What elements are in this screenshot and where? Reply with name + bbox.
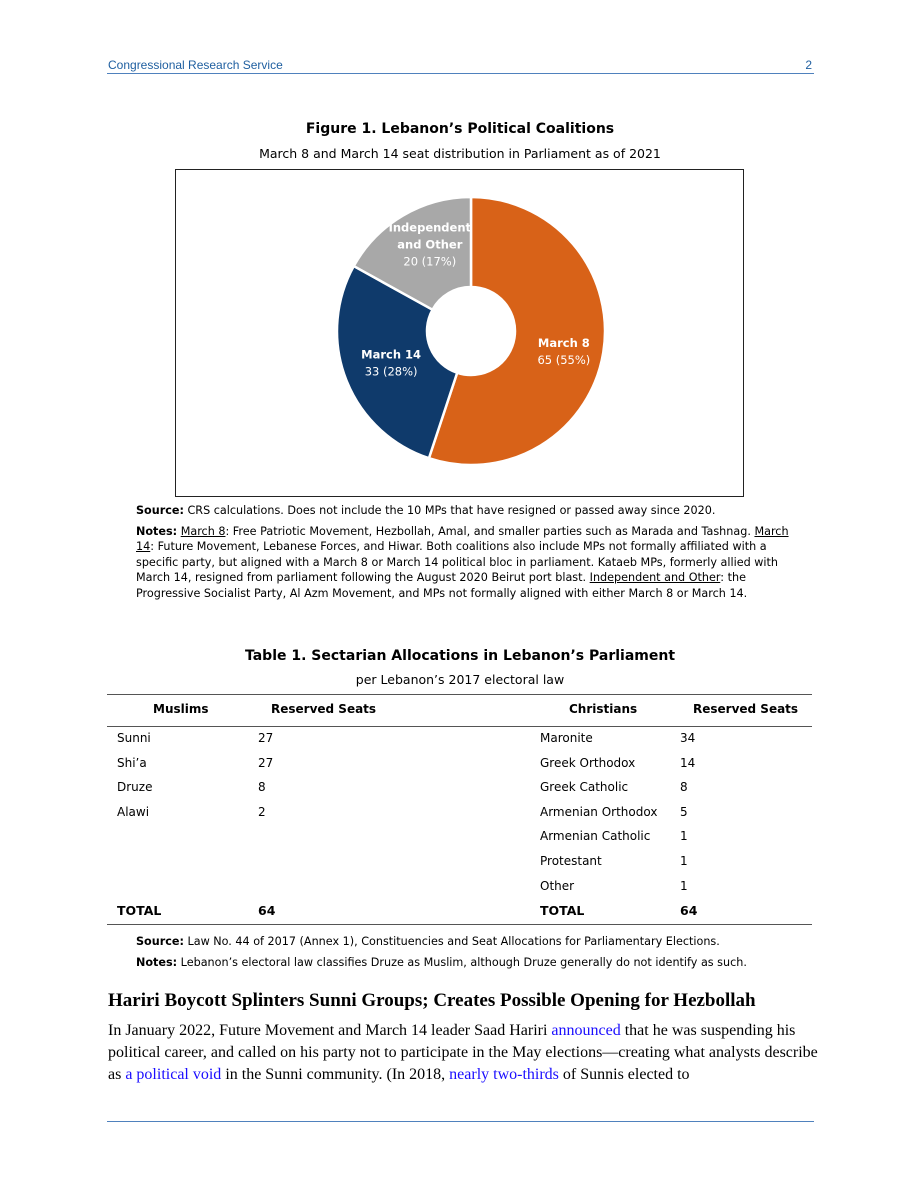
christian-sect-seats: 14 — [680, 756, 696, 770]
figure-frame — [175, 169, 744, 497]
christian-sect-seats: 1 — [680, 879, 688, 893]
christian-sect-seats: 1 — [680, 854, 688, 868]
christian-sect-seats: 8 — [680, 780, 688, 794]
figure-notes-label: Notes: — [136, 525, 178, 538]
table-title: Table 1. Sectarian Allocations in Lebanon’s Parliament — [244, 648, 676, 664]
figure-source — [136, 503, 796, 518]
link-announced[interactable]: announced — [551, 1022, 621, 1039]
christian-sect-seats: 5 — [680, 805, 688, 819]
table-bottom-rule — [107, 924, 812, 925]
total-value-left: 64 — [258, 903, 276, 918]
label-independent-line1: Independent — [388, 220, 472, 235]
value-march8: 65 (55%) — [537, 353, 591, 368]
col-header-muslims: Muslims — [153, 702, 209, 716]
value-march14: 33 (28%) — [364, 364, 418, 379]
label-march8: March 8 — [537, 336, 590, 351]
col-header-seats-1: Reserved Seats — [271, 702, 377, 716]
table-notes-label: Notes: — [136, 956, 178, 969]
table-subtitle: per Lebanon’s 2017 electoral law — [355, 672, 565, 687]
christian-sect-seats: 34 — [680, 731, 696, 745]
christian-sect-name: Armenian Orthodox — [540, 805, 658, 819]
muslim-sect-name: Shi’a — [117, 756, 147, 770]
notes-text-2: : Future Movement, Lebanese Forces, and Hiwar. Both coalitions also include MPs not formally affiliated with a specific party, but aligned with a March 8 or March 14 political bloc in parliament. Kataeb MPs, formerly allied with March 14, resigned from parliament following the August 2020 Beirut port blast. — [136, 540, 779, 585]
para-text-1: In January 2022, Future Movement and March 14 leader Saad Hariri — [108, 1022, 552, 1039]
total-label-right: TOTAL — [540, 903, 585, 918]
muslim-sect-seats: 8 — [258, 780, 266, 794]
page-header — [107, 58, 814, 74]
table-top-rule — [107, 694, 812, 695]
table-header-rule — [107, 726, 812, 727]
muslim-sect-name: Sunni — [117, 731, 151, 745]
para-text-3: in the Sunni community. (In 2018, — [221, 1066, 450, 1083]
muslim-sect-seats: 2 — [258, 805, 266, 819]
donut-chart — [176, 170, 745, 498]
figure-subtitle: March 8 and March 14 seat distribution in Parliament as of 2021 — [259, 146, 661, 161]
table-source-text: Law No. 44 of 2017 (Annex 1), Constituencies and Seat Allocations for Parliamentary Elections. — [183, 935, 720, 948]
label-independent-line2: and Other — [397, 237, 463, 252]
notes-link-march8: March 8 — [180, 525, 226, 538]
para-text-2: that he was suspending his political career, and called on his party not to participate in the May elections—creating what analysts describe as — [108, 1022, 818, 1083]
header-org: Congressional Research Service — [108, 58, 283, 72]
value-independent: 20 (17%) — [403, 254, 457, 269]
figure-source-label: Source: — [136, 504, 184, 517]
total-value-right: 64 — [680, 903, 698, 918]
col-header-christians: Christians — [569, 702, 638, 716]
table-source-label: Source: — [136, 935, 184, 948]
christian-sect-name: Greek Catholic — [540, 780, 629, 794]
christian-sect-name: Protestant — [540, 854, 602, 868]
body-paragraph — [108, 1020, 818, 1086]
para-text-4: of Sunnis elected to — [558, 1066, 690, 1083]
footer-rule — [107, 1121, 814, 1122]
figure-notes — [136, 524, 796, 601]
christian-sect-name: Armenian Catholic — [540, 829, 651, 843]
christian-sect-name: Other — [540, 879, 575, 893]
label-march14: March 14 — [361, 347, 422, 362]
table-source — [136, 934, 796, 949]
muslim-sect-name: Alawi — [117, 805, 150, 819]
notes-link-march14: March 14 — [136, 525, 789, 554]
muslim-sect-seats: 27 — [258, 731, 274, 745]
christian-sect-name: Greek Orthodox — [540, 756, 636, 770]
page-number: 2 — [805, 58, 812, 72]
table-notes — [136, 955, 796, 970]
figure-source-text: CRS calculations. Does not include the 10 MPs that have resigned or passed away since 2020. — [183, 504, 716, 517]
muslim-sect-name: Druze — [117, 780, 153, 794]
figure-title: Figure 1. Lebanon’s Political Coalitions — [305, 121, 615, 137]
table-notes-text: Lebanon’s electoral law classifies Druze as Muslim, although Druze generally do not identify as such. — [177, 956, 747, 969]
link-nearly-two-thirds[interactable]: nearly two-thirds — [449, 1066, 559, 1083]
section-heading: Hariri Boycott Splinters Sunni Groups; Creates Possible Opening for Hezbollah — [108, 990, 756, 1011]
col-header-seats-2: Reserved Seats — [693, 702, 799, 716]
link-political-void[interactable]: a political void — [125, 1066, 222, 1083]
notes-text-3: : the Progressive Socialist Party, Al Azm Movement, and MPs not formally aligned with either March 8 or March 14. — [136, 571, 748, 600]
notes-text-1: : Free Patriotic Movement, Hezbollah, Amal, and smaller parties such as Marada and Tashnag. — [225, 525, 755, 538]
notes-link-independent: Independent and Other — [589, 571, 721, 585]
total-label-left: TOTAL — [117, 903, 162, 918]
muslim-sect-seats: 27 — [258, 756, 274, 770]
christian-sect-seats: 1 — [680, 829, 688, 843]
christian-sect-name: Maronite — [540, 731, 593, 745]
